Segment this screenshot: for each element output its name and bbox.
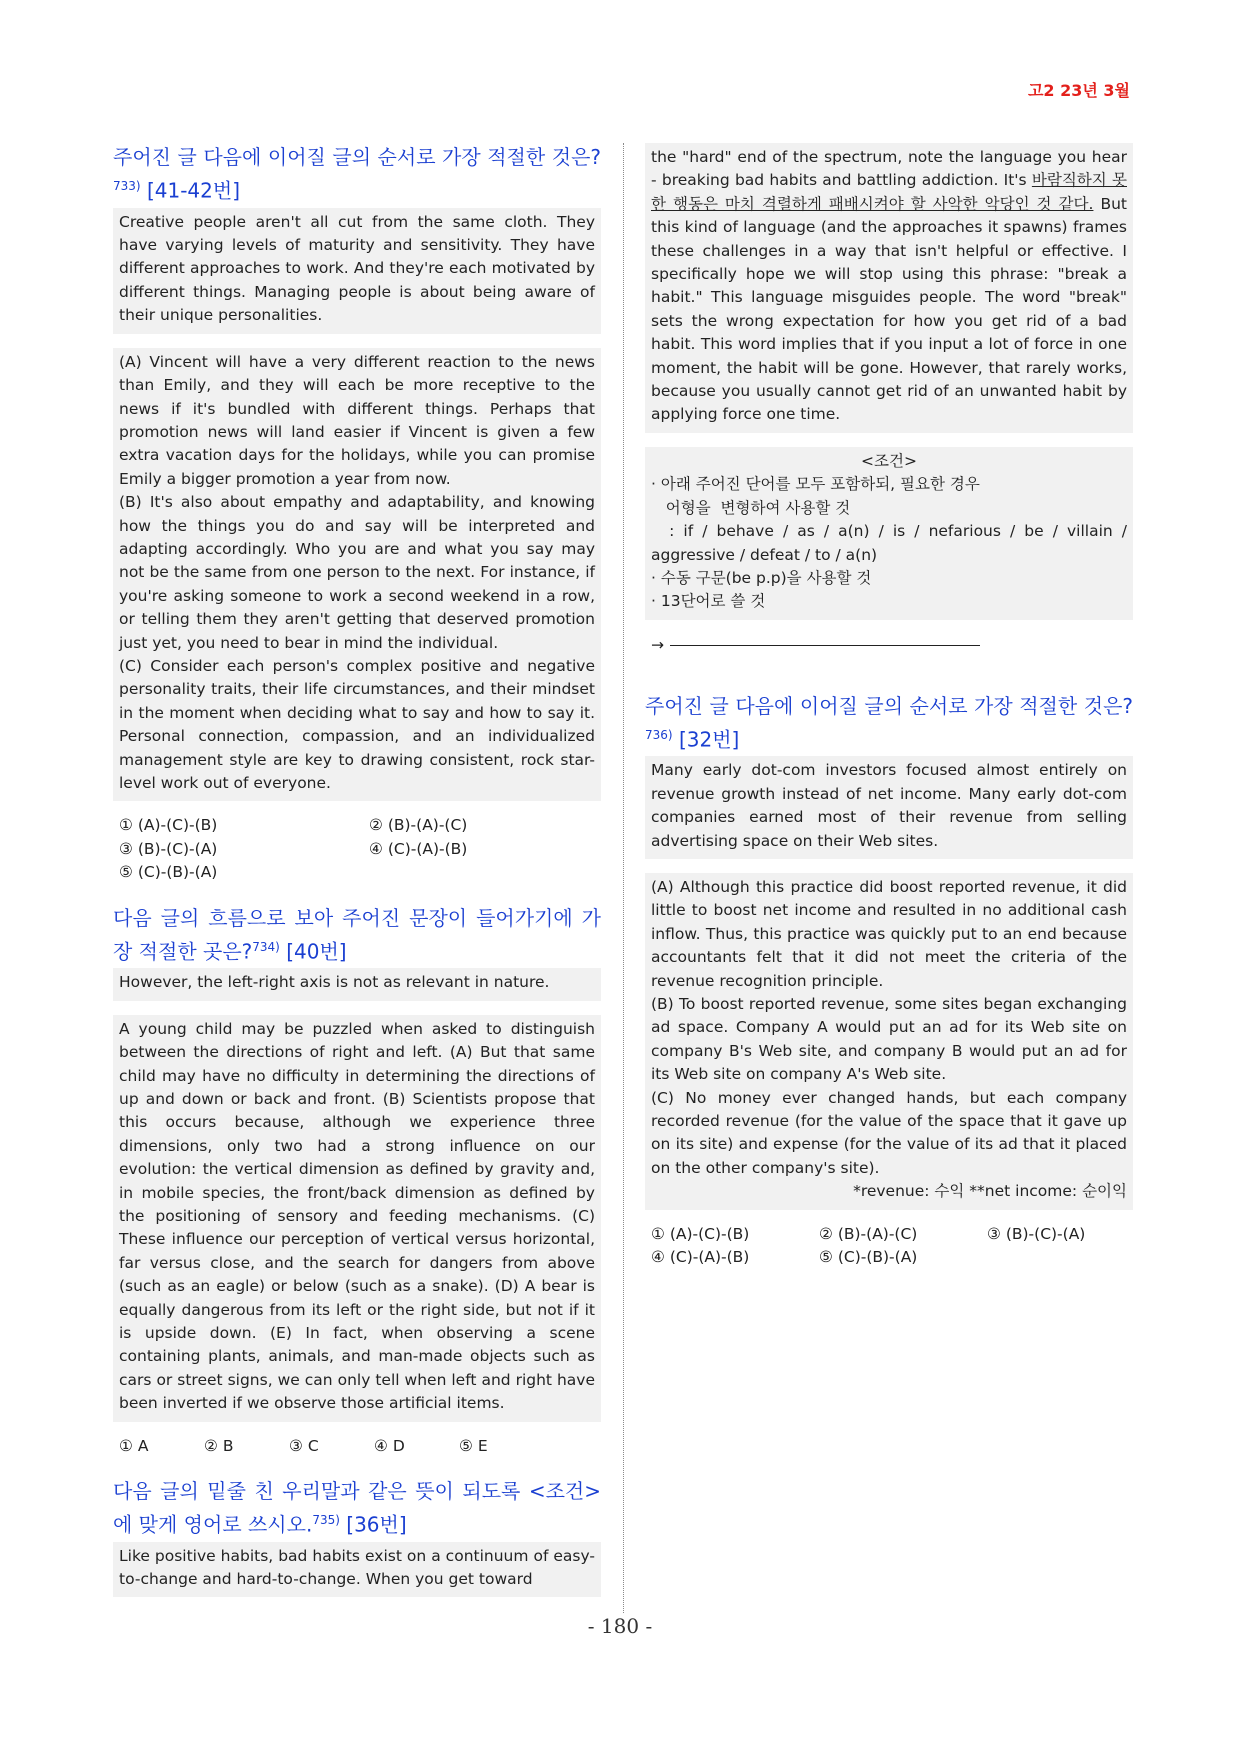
condition-word-list: : if / behave / as / a(n) / is / nefarious / be / villain / aggressive / defeat / to / a(n) (651, 522, 1132, 564)
paragraph-a: (A) Although this practice did boost reported revenue, it did little to boost net income and resulted in no additional cash inflow. Thus, this practice was quickly put to an end because accountants felt that it did not meet the criteria of the revenue recognition principle. (651, 878, 1127, 990)
question-736-paragraphs (645, 873, 1133, 1210)
answer-blank[interactable] (670, 645, 980, 646)
conditions-heading: <조건> (861, 451, 917, 470)
underlined-korean-sentence: 바람직하지 못한 행동은 마치 격렬하게 패배시켜야 할 사악한 악당인 것 같다. (651, 171, 1127, 213)
exam-tag: 고2 23년 3월 (1027, 81, 1130, 100)
page-number: - 180 - (587, 1614, 653, 1638)
choice-1[interactable]: ① (A)-(C)-(B) (119, 816, 218, 835)
question-735-title: 다음 글의 밑줄 친 우리말과 같은 뜻이 되도록 <조건>에 맞게 영어로 쓰시오.$^{735)}$ [36번] (113, 1479, 601, 1537)
choice-5[interactable]: ⑤ E (459, 1436, 488, 1455)
question-736-title: 주어진 글 다음에 이어질 글의 순서로 가장 적절한 것은?$^{736)}$ [32번] (645, 693, 1133, 752)
question-733-title: 주어진 글 다음에 이어질 글의 순서로 가장 적절한 것은?$^{733)}$ [41-42번] (113, 145, 601, 203)
footnote: *revenue: 수익 **net income: 순이익 (853, 1182, 1127, 1201)
paragraph-a: (A) Vincent will have a very different reaction to the news than Emily, and they will each be more receptive to the news if it's bundled with different things. Perhaps that promotion news will land easier if Vincent is given a few extra vacation days for the holidays, while you can promise Emily a bigger promotion a year from now. (119, 352, 595, 488)
right-column (645, 143, 1133, 1270)
question-733-intro: Creative people aren't all cut from the same cloth. They have varying levels of maturity and sensitivity. They have different approaches to work. And they're each motivated by different things. Managing people is about being aware of their unique personalities. (113, 208, 601, 334)
choice-2[interactable]: ② (B)-(A)-(C) (819, 1224, 918, 1243)
conditions-box (645, 447, 1133, 620)
choice-2[interactable]: ② (B)-(A)-(C) (369, 816, 468, 835)
question-734-given-sentence: However, the left-right axis is not as relevant in nature. (113, 968, 601, 1000)
choice-3[interactable]: ③ C (289, 1436, 319, 1455)
question-735-passage-start: Like positive habits, bad habits exist on a continuum of easy-to-change and hard-to-change. When you get toward (113, 1542, 601, 1598)
paragraph-b: (B) It's also about empathy and adaptability, and knowing how the things you do and say will be interpreted and adapting accordingly. Who you are and what you say may not be the same from one person to the next. For instance, if you're asking someone to work a second weekend in a row, or telling them they aren't getting that deserved promotion just yet, you need to bear in mind the individual. (119, 493, 595, 652)
question-736-intro: Many early dot-com investors focused almost entirely on revenue growth instead of net income. Many early dot-com companies earned most of their revenue from selling advertising space on their Web sites. (645, 756, 1133, 859)
question-734-choices (119, 1435, 595, 1458)
condition-line: · 아래 주어진 단어를 모두 포함하되, 필요한 경우 (651, 475, 980, 494)
choice-2[interactable]: ② B (204, 1436, 234, 1455)
choice-5[interactable]: ⑤ (C)-(B)-(A) (119, 863, 218, 882)
question-733-choices (119, 814, 595, 884)
question-734-title: 다음 글의 흐름으로 보아 주어진 문장이 들어가기에 가장 적절한 곳은?$^{734)}$ [40번] (113, 905, 601, 964)
choice-4[interactable]: ④ (C)-(A)-(B) (651, 1248, 750, 1267)
question-736-choices (651, 1223, 1127, 1270)
choice-3[interactable]: ③ (B)-(C)-(A) (987, 1224, 1086, 1243)
choice-3[interactable]: ③ (B)-(C)-(A) (119, 839, 218, 858)
choice-4[interactable]: ④ D (374, 1436, 405, 1455)
condition-line: · 수동 구문(be p.p)을 사용할 것 (651, 568, 872, 587)
question-735-passage-continued: the "hard" end of the spectrum, note the language you hear - breaking bad habits and battling addiction. It's 바람직하지 못한 행동은 마치 격렬하게 패배시켜야 할 사악한 악당인 것 같다. But this kind of language (and the approaches it spawns) frames these challenges in a way that isn't helpful or effective. I specifically hope we will stop using this phrase: "break a habit." This language misguides people. The word "break" sets the wrong expectation for how you get rid of a bad habit. This word implies that if you input a lot of force in one moment, the habit will be gone. However, that rarely works, because you usually cannot get rid of an unwanted habit by applying force one time. (645, 143, 1133, 433)
paragraph-c: (C) No money ever changed hands, but each company recorded revenue (for the value of the space that it gave up on its site) and expense (for the value of its ad that it placed on the other company's site). (651, 1088, 1127, 1177)
condition-line: · 13단어로 쓸 것 (651, 592, 766, 611)
choice-4[interactable]: ④ (C)-(A)-(B) (369, 839, 468, 858)
question-734-passage: A young child may be puzzled when asked to distinguish between the directions of right and left. (A) But that same child may have no difficulty in determining the directions of up and down or back and front. (B) Scientists propose that this occurs because, although we experience three dimensions, only two had a strong influence on our evolution: the vertical dimension as defined by gravity and, in mobile species, the front/back dimension as defined by the positioning of sensory and feeding mechanisms. (C) These influence our perception of vertical versus horizontal, far versus close, and the search for dangers from above (such as an eagle) or below (such as a snake). (D) A bear is equally dangerous from its left or the right side, but not if it is upside down. (E) In fact, when observing a scene containing plants, animals, and man-made objects such as cars or street signs, we can only tell when left and right have been inverted if we observe those artificial items. (113, 1015, 601, 1422)
paragraph-c: (C) Consider each person's complex positive and negative personality traits, their life circumstances, and their mindset in the moment when deciding what to say and how to say it. Personal connection, compassion, and an individualized management style are key to drawing consistent, rock star-level work out of everyone. (119, 656, 595, 792)
column-divider (623, 143, 624, 1613)
answer-line[interactable] (651, 636, 1127, 654)
choice-1[interactable]: ① (A)-(C)-(B) (651, 1224, 750, 1243)
arrow-icon: → (651, 635, 664, 654)
left-column (113, 143, 601, 1597)
choice-1[interactable]: ① A (119, 1436, 149, 1455)
paragraph-b: (B) To boost reported revenue, some sites began exchanging ad space. Company A would put an ad for its Web site on company B's Web site, and company B would put an ad for its Web site on company A's Web site. (651, 995, 1127, 1084)
question-733-paragraphs (113, 348, 601, 802)
choice-5[interactable]: ⑤ (C)-(B)-(A) (819, 1248, 918, 1267)
condition-line: 어형을 변형하여 사용할 것 (651, 498, 851, 517)
